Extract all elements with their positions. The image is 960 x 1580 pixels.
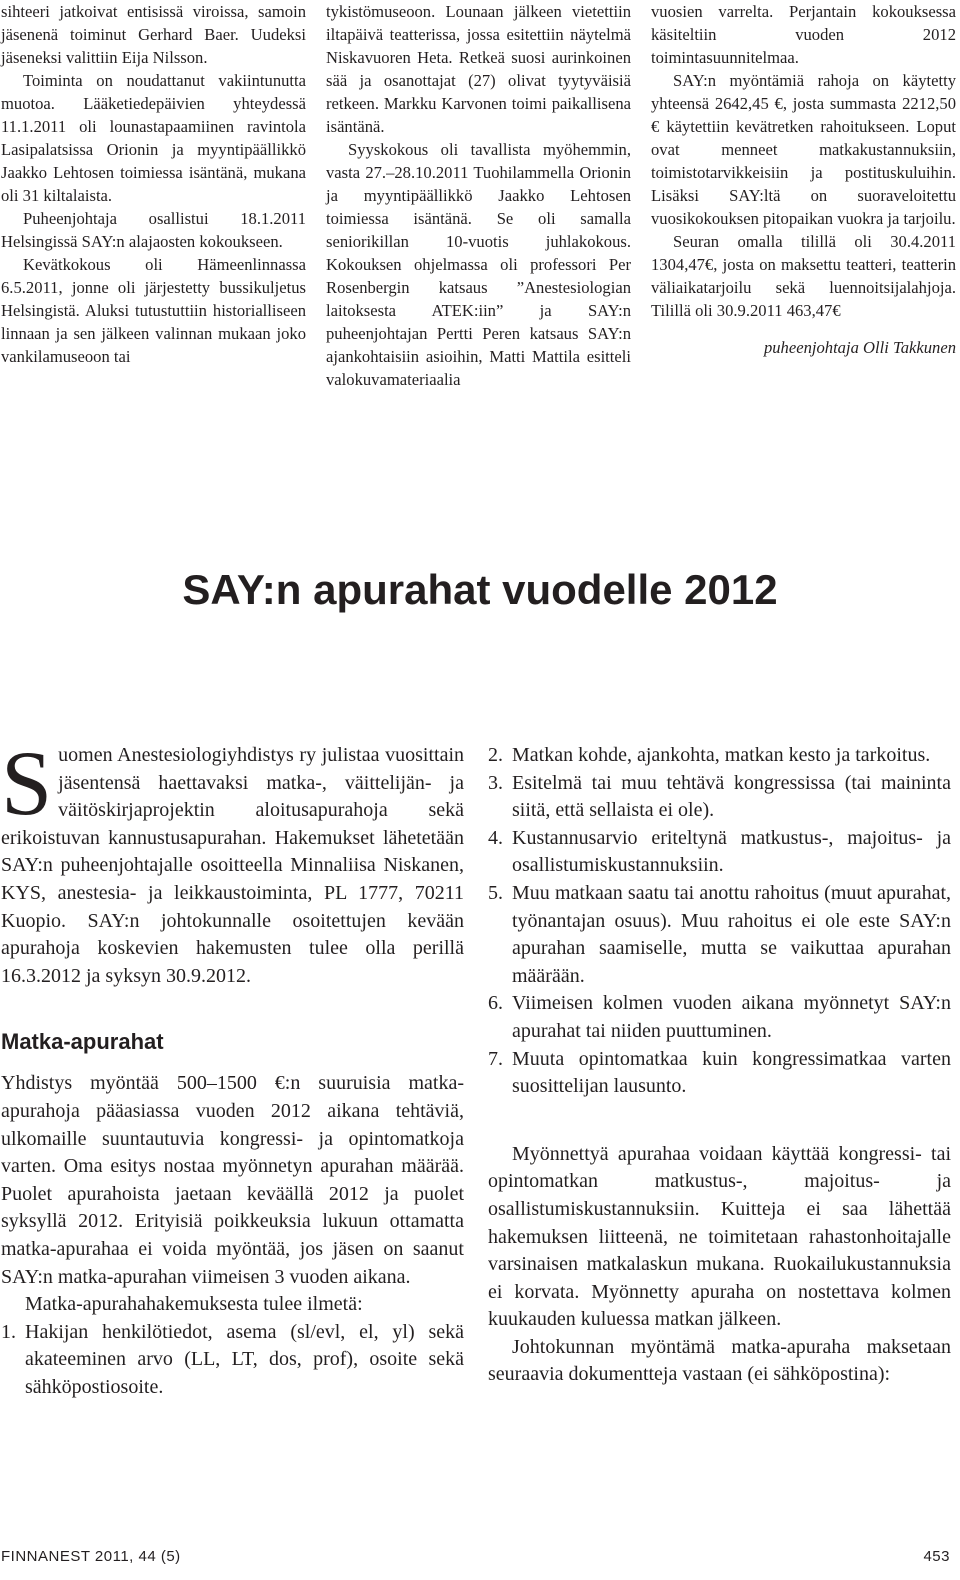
list-number: 4.: [488, 826, 503, 849]
journal-citation: FINNANEST 2011, 44 (5): [1, 1548, 181, 1565]
list-text: Viimeisen kolmen vuoden aikana myönnetyt SAY:n apurahat tai niiden puuttuminen.: [512, 992, 951, 1042]
subheading: Matka-apurahat: [1, 1029, 164, 1055]
list-text: Muuta opintomatkaa kuin kongressimatkaa varten suosittelijan lausunto.: [512, 1047, 951, 1098]
section-headline: SAY:n apurahat vuodelle 2012: [182, 566, 778, 613]
list-item: [488, 1046, 951, 1101]
grants-column-right: [488, 742, 951, 1389]
requirements-list: [1, 1319, 464, 1402]
paragraph: Toiminta on noudattanut vakiintunutta muotoa. Lääketiedepäivien yhteydessä 11.1.2011 oli lounastapaamiinen ravintola Lasipalatsissa Orionin ja myyntipäällikkö Jaakko Lehtosen toimiessa isäntänä, mukana oli 31 kiltalaista.: [1, 71, 306, 205]
list-item: [488, 825, 951, 880]
signature: puheenjohtaja Olli Takkunen: [763, 338, 956, 357]
body-paragraph: Yhdistys myöntää 500–1500 €:n suuruisia matka-apurahoja pääasiassa vuoden 2012 aikana tehtäviä, ulkomaille suuntautuvia kongressi- ja opintomatkoja varten. Oma esitys nostaa myönnetyn apurahan määrää. Puolet apurahoista jaetaan keväällä 2012 ja puolet syksyllä 2012. Erityisiä poikkeuksia lukuun ottamatta matka-apurahaa ei voida myöntää, jos jäsen on saanut SAY:n matka-apurahan viimeisen 3 vuoden aikana.: [1, 1072, 464, 1288]
list-text: Esitelmä tai muu tehtävä kongressissa (tai maininta siitä, että sellaista ei ole).: [512, 771, 951, 822]
list-number: 7.: [488, 1047, 503, 1070]
list-item: [1, 1319, 464, 1402]
paragraph: Johtokunnan myöntämä matka-apuraha maksetaan seuraavia dokumentteja vastaan (ei sähköpostina):: [488, 1335, 951, 1386]
article-column-3: [651, 0, 956, 359]
list-number: 2.: [488, 744, 503, 766]
list-text: Matkan kohde, ajankohta, matkan kesto ja tarkoitus.: [512, 744, 931, 766]
requirements-list-continued: [488, 742, 951, 1101]
list-number: 6.: [488, 992, 503, 1015]
paragraph: Puheenjohtaja osallistui 18.1.2011 Helsingissä SAY:n alajaosten kokoukseen.: [1, 209, 306, 251]
article-column-1: [1, 0, 306, 368]
paragraph: Myönnettyä apurahaa voidaan käyttää kongressi- tai opintomatkan matkustus-, majoitus- ja osallistumiskustannuksiin. Kuitteja ei saa lähettää hakemuksen liitteenä, ne toimitetaan rahastonhoitajalle varsinaisen matkalaskun mukana. Ruokailukustannuksia ei korvata. Myönnetty apuraha on nostettava kolmen kuukauden kuluessa matkan jälkeen.: [488, 1142, 951, 1331]
list-text: Kustannusarvio eriteltynä matkustus-, majoitus- ja osallistumiskustannuksiin.: [512, 826, 951, 877]
paragraph: vuosien varrelta. Perjantain kokouksessa käsiteltiin vuoden 2012 toimintasuunnitelmaa.: [651, 2, 956, 67]
paragraph: Seuran omalla tilillä oli 30.4.2011 1304,47€, josta on maksettu teatteri, teatterin väliaikatarjoilu sekä luennoitsijalahjoja. Tilillä oli 30.9.2011 463,47€: [651, 232, 956, 320]
intro-text: uomen Anestesiologiyhdistys ry julistaa vuosittain jäsentensä haettavaksi matka-, väittelijän- ja väitöskirjaprojektin aloitusapurahoja sekä erikoistuvan kannustusapurahan. Hakemukset lähetetään SAY:n puheenjohtajalle osoitteella Minnaliisa Niskanen, KYS, anestesia- ja leikkaustoiminta, PL 1777, 70211 Kuopio. SAY:n johtokunnalle osoitettujen kevään apurahoja koskevien hakemusten tulee olla perillä 16.3.2012 ja syksyn 30.9.2012.: [1, 744, 464, 987]
list-text: Muu matkaan saatu tai anottu rahoitus (muut apurahat, työnantajan osuus). Muu rahoitus ei ole este SAY:n apurahan saamiselle, mutta se vaikuttaa apurahan määrään.: [512, 881, 951, 987]
article-column-2: [326, 0, 631, 391]
list-item: [488, 770, 951, 825]
list-item: [488, 742, 951, 770]
page-footer: [0, 1548, 960, 1572]
list-text: Hakijan henkilötiedot, asema (sl/evl, el, yl) sekä akateeminen arvo (LL, LT, dos, prof), osoite sekä sähköpostiosoite.: [25, 1320, 464, 1398]
drop-cap: S: [1, 732, 53, 834]
paragraph: Syyskokous oli tavallista myöhemmin, vasta 27.–28.10.2011 Tuohilammella Orionin ja myyntipäällikkö Jaakko Lehtosen toimiessa isäntänä. Se oli samalla seniorikillan 10-vuotis juhlakokous. Kokouksen ohjelmassa oli professori Per Rosenbergin katsaus ”Anestesiologian laitoksesta ATEK:iin” ja SAY:n puheenjohtajan Pertti Peren katsaus SAY:n ajankohtaisiin asioihin, Matti Mattila esitteli valokuvamateriaalia: [326, 140, 631, 389]
list-number: 1.: [1, 1320, 16, 1343]
page-number: 453: [923, 1548, 950, 1565]
paragraph: sihteeri jatkoivat entisissä viroissa, samoin jäsenenä toiminut Gerhard Baer. Uudeksi jäseneksi valittiin Eija Nilsson.: [1, 2, 306, 67]
paragraph: tykistömuseoon. Lounaan jälkeen vietettiin iltapäivä teatterissa, jossa esitettiin näytelmä Niskavuoren Heta. Retkeä suosi aurinkoinen sää ja osanottajat (27) olivat tyytyväisiä retkeen. Markku Karvonen toimi paikallisena isäntänä.: [326, 2, 631, 136]
list-item: [488, 990, 951, 1045]
paragraph: SAY:n myöntämiä rahoja on käytetty yhteensä 2642,45 €, josta summasta 2212,50 € käytettiin kevätretken rahoitukseen. Loput ovat menneet matkakustannuksiin, toimistotarvikkeisiin ja postituskuluihin. Lisäksi SAY:ltä on suoraveloitettu vuosikokouksen pitopaikan vuokra ja tarjoilu.: [651, 71, 956, 228]
list-number: 3.: [488, 771, 503, 794]
list-number: 5.: [488, 881, 503, 904]
paragraph: Kevätkokous oli Hämeenlinnassa 6.5.2011, jonne oli järjestetty bussikuljetus Helsingistä. Aluksi tutustuttiin historialliseen linnaan ja sen jälkeen valinnan mukaan joko vankilamuseoon tai: [1, 255, 306, 366]
grants-column-left: [1, 732, 464, 1401]
list-item: [488, 880, 951, 990]
intro-paragraph: [1, 732, 464, 990]
list-intro: Matka-apurahahakemuksesta tulee ilmetä:: [25, 1293, 363, 1316]
